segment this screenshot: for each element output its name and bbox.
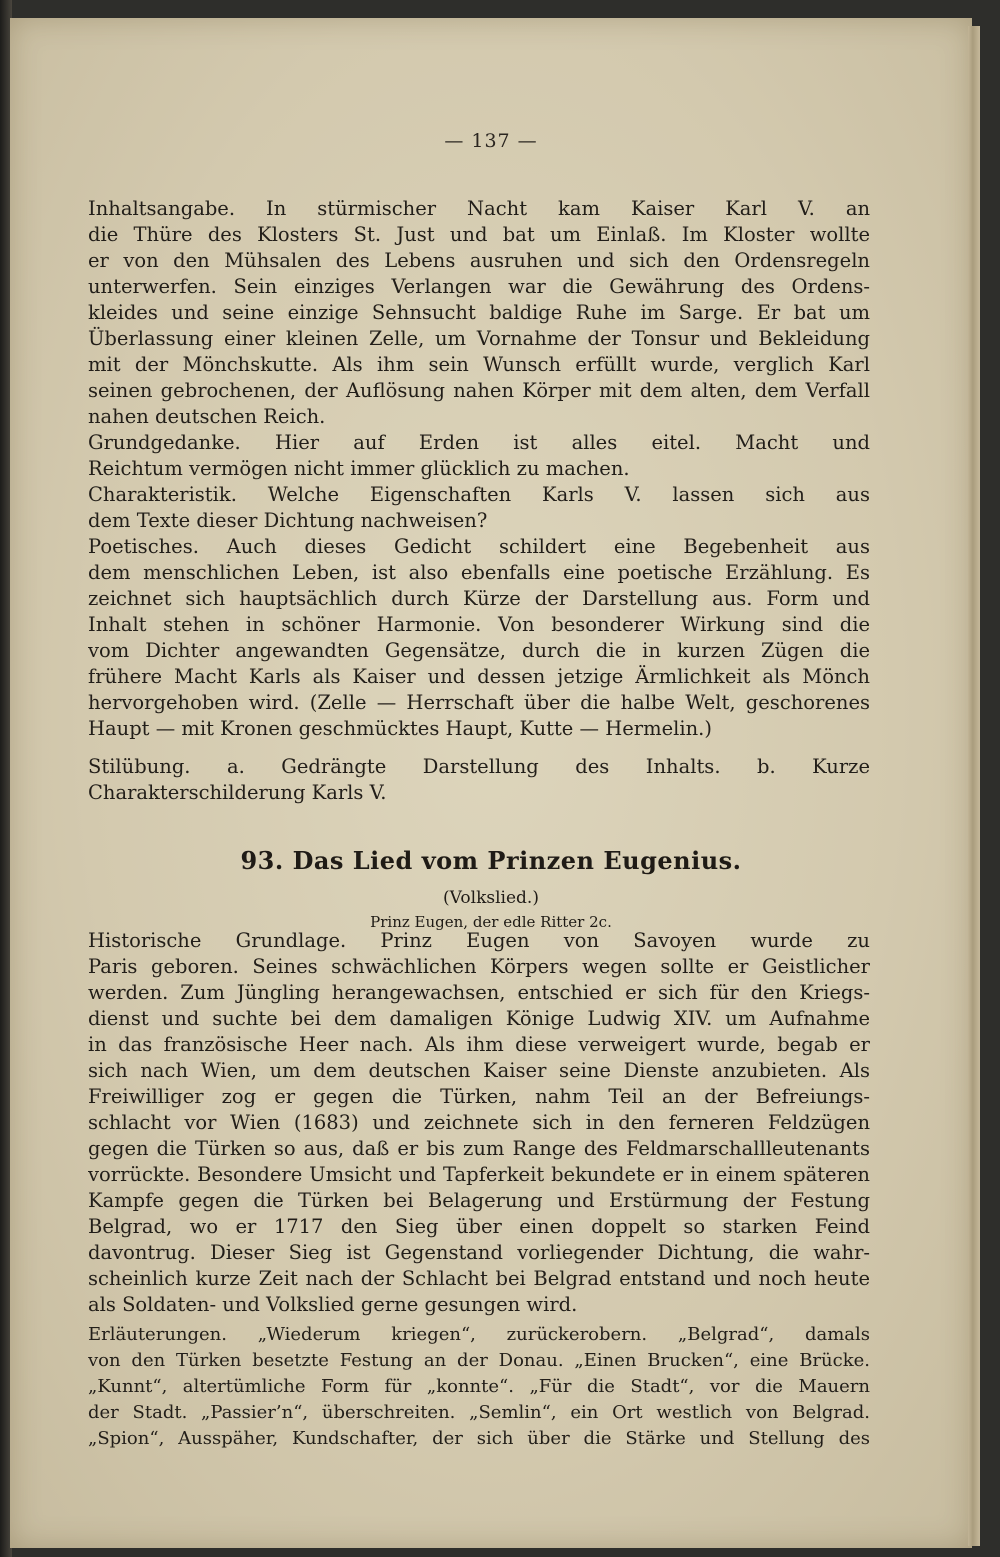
text-line: er von den Mühsalen des Lebens ausruhen und sich den Ordensregeln: [88, 249, 870, 272]
text-line: als Soldaten- und Volkslied gerne gesungen wird.: [88, 1293, 578, 1316]
text-line: „Spion“, Ausspäher, Kundschafter, der sich über die Stärke und Stellung des: [88, 1428, 870, 1449]
text-line: seinen gebrochenen, der Auflösung nahen Körper mit dem alten, dem Verfall: [88, 379, 870, 402]
text-line: kleides und seine einzige Sehnsucht baldige Ruhe im Sarge. Er bat um: [88, 301, 870, 324]
text-line: Haupt — mit Kronen geschmücktes Haupt, Kutte — Hermelin.): [88, 717, 712, 740]
text-line: Poetisches. Auch dieses Gedicht schildert eine Begebenheit aus: [88, 535, 870, 558]
text-line: Stilübung. a. Gedrängte Darstellung des Inhalts. b. Kurze: [88, 755, 870, 778]
text-line: scheinlich kurze Zeit nach der Schlacht bei Belgrad entstand und noch heute: [88, 1267, 870, 1290]
text-line: mit der Mönchskutte. Als ihm sein Wunsch erfüllt wurde, verglich Karl: [88, 353, 870, 376]
text-line: werden. Zum Jüngling herangewachsen, entschied er sich für den Kriegs-: [88, 981, 870, 1004]
text-line: vom Dichter angewandten Gegensätze, durch die in kurzen Zügen die: [88, 639, 870, 662]
text-line: schlacht vor Wien (1683) und zeichnete sich in den ferneren Feldzügen: [88, 1111, 870, 1134]
text-line: zeichnet sich hauptsächlich durch Kürze der Darstellung aus. Form und: [88, 587, 870, 610]
text-line: vorrückte. Besondere Umsicht und Tapferkeit bekundete er in einem späteren: [88, 1163, 870, 1186]
text-line: der Stadt. „Passier’n“, überschreiten. „Semlin“, ein Ort westlich von Belgrad.: [88, 1402, 870, 1423]
text-line: Grundgedanke. Hier auf Erden ist alles eitel. Macht und: [88, 431, 870, 454]
text-line: dem Texte dieser Dichtung nachweisen?: [88, 509, 488, 532]
text-line: Inhaltsangabe. In stürmischer Nacht kam Kaiser Karl V. an: [88, 197, 870, 220]
text-line: dienst und suchte bei dem damaligen Könige Ludwig XIV. um Aufnahme: [88, 1007, 870, 1030]
text-line: dem menschlichen Leben, ist also ebenfalls eine poetische Erzählung. Es: [88, 561, 870, 584]
text-line: hervorgehoben wird. (Zelle — Herrschaft über die halbe Welt, geschorenes: [88, 691, 870, 714]
text-line: unterwerfen. Sein einziges Verlangen war die Gewährung des Ordens-: [88, 275, 870, 298]
page-number: — 137 —: [444, 130, 538, 152]
text-line: Freiwilliger zog er gegen die Türken, nahm Teil an der Befreiungs-: [88, 1085, 870, 1108]
text-line: sich nach Wien, um dem deutschen Kaiser seine Dienste anzubieten. Als: [88, 1059, 870, 1082]
book-page: [10, 18, 972, 1548]
section-title: 93. Das Lied vom Prinzen Eugenius.: [240, 846, 742, 875]
right-page-edge: [968, 26, 980, 1546]
text-line: Reichtum vermögen nicht immer glücklich zu machen.: [88, 457, 630, 480]
text-line: Überlassung einer kleinen Zelle, um Vornahme der Tonsur und Bekleidung: [88, 327, 870, 350]
text-line: Charakteristik. Welche Eigenschaften Karls V. lassen sich aus: [88, 483, 870, 506]
section-subtitle: (Volkslied.): [443, 888, 539, 908]
section-incipit: Prinz Eugen, der edle Ritter 2c.: [370, 913, 612, 931]
text-line: „Kunnt“, altertümliche Form für „konnte“. „Für die Stadt“, vor die Mauern: [88, 1376, 870, 1397]
text-line: von den Türken besetzte Festung an der Donau. „Einen Brucken“, eine Brücke.: [88, 1350, 870, 1371]
text-line: Inhalt stehen in schöner Harmonie. Von besonderer Wirkung sind die: [88, 613, 870, 636]
text-line: gegen die Türken so aus, daß er bis zum Range des Feldmarschallleutenants: [88, 1137, 870, 1160]
text-line: die Thüre des Klosters St. Just und bat um Einlaß. Im Kloster wollte: [88, 223, 870, 246]
text-line: Erläuterungen. „Wiederum kriegen“, zurückerobern. „Belgrad“, damals: [88, 1324, 870, 1345]
text-line: nahen deutschen Reich.: [88, 405, 326, 428]
text-line: Paris geboren. Seines schwächlichen Körpers wegen sollte er Geistlicher: [88, 955, 870, 978]
text-line: in das französische Heer nach. Als ihm diese verweigert wurde, begab er: [88, 1033, 870, 1056]
text-line: Belgrad, wo er 1717 den Sieg über einen doppelt so starken Feind: [88, 1215, 870, 1238]
text-line: Historische Grundlage. Prinz Eugen von Savoyen wurde zu: [88, 929, 870, 952]
text-line: Kampfe gegen die Türken bei Belagerung und Erstürmung der Festung: [88, 1189, 870, 1212]
text-line: davontrug. Dieser Sieg ist Gegenstand vorliegender Dichtung, die wahr-: [88, 1241, 870, 1264]
text-line: Charakterschilderung Karls V.: [88, 781, 387, 804]
text-line: frühere Macht Karls als Kaiser und dessen jetzige Ärmlichkeit als Mönch: [88, 665, 870, 688]
